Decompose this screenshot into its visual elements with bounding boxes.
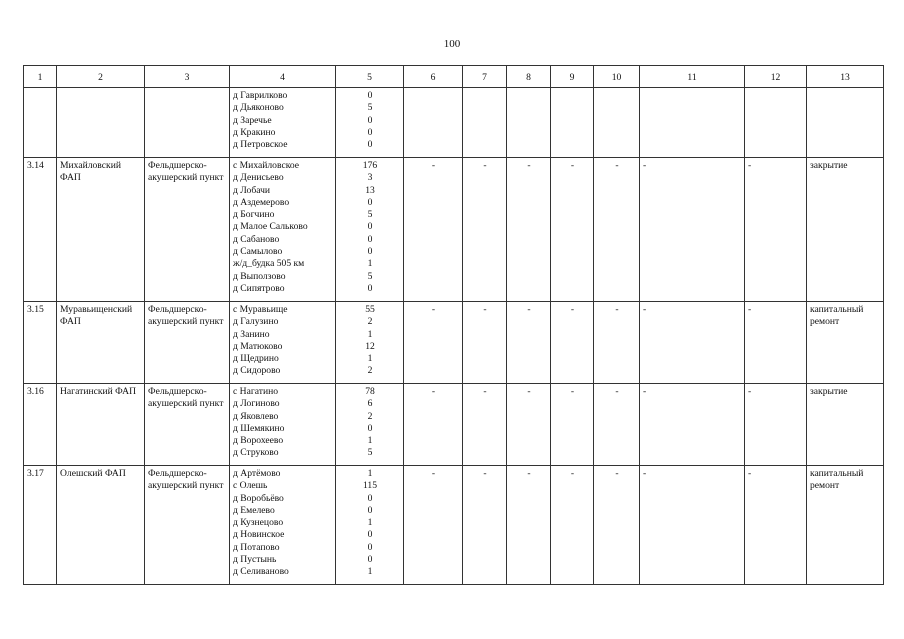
- cell-col-12: -: [745, 384, 807, 466]
- cell-col-6: -: [404, 384, 463, 466]
- row-number: 3.15: [24, 302, 57, 384]
- settlement-line: д Селиваново: [233, 566, 289, 578]
- settlement-line: д Сипятрово: [233, 282, 285, 294]
- cell-col-12: -: [745, 302, 807, 384]
- row-number: 3.14: [24, 158, 57, 302]
- cell-col-9: -: [551, 158, 594, 302]
- cell-col-6: [404, 88, 463, 158]
- population-line: 5: [367, 270, 373, 282]
- cell-col-8: -: [507, 302, 551, 384]
- cell-col-6: -: [404, 158, 463, 302]
- population-line: 5: [367, 447, 373, 459]
- header-row: [24, 66, 884, 88]
- facility-type: Фельдшерско-акушерский пункт: [145, 302, 230, 384]
- cell-col-7: -: [463, 466, 507, 585]
- settlement-line: д Пустынь: [233, 554, 277, 566]
- population: [336, 384, 404, 466]
- population-line: 2: [367, 316, 373, 328]
- population-line: 0: [367, 114, 373, 126]
- cell-col-12: -: [745, 158, 807, 302]
- settlement-line: с Нагатино: [233, 386, 279, 397]
- settlement-line: д Занино: [233, 328, 270, 340]
- population-line: 0: [367, 529, 373, 541]
- planned-action: закрытие: [807, 384, 884, 466]
- population-line: 5: [367, 209, 373, 221]
- population-line: 0: [367, 126, 373, 138]
- header-cell: 3: [145, 66, 230, 88]
- header-cell: 1: [24, 66, 57, 88]
- cell-col-8: [507, 88, 551, 158]
- population-line: 6: [367, 398, 373, 410]
- population: [336, 302, 404, 384]
- population-line: 0: [367, 554, 373, 566]
- population-line: 12: [365, 340, 375, 352]
- population-line: 0: [367, 233, 373, 245]
- facility-type: Фельдшерско-акушерский пункт: [145, 466, 230, 585]
- facility-name: [57, 88, 145, 158]
- cell-col-6: -: [404, 466, 463, 585]
- cell-col-11: -: [640, 302, 745, 384]
- population-line: 1: [367, 328, 373, 340]
- planned-action: закрытие: [807, 158, 884, 302]
- settlement-line: д Лобачи: [233, 184, 271, 196]
- settlement-line: с Михайловское: [233, 160, 300, 171]
- settlement-line: д Аздемерово: [233, 196, 290, 208]
- population-line: 0: [367, 139, 373, 151]
- population: [336, 466, 404, 585]
- settlement-line: д Струково: [233, 447, 279, 459]
- header-cell: 11: [640, 66, 745, 88]
- settlement-line: д Логиново: [233, 398, 280, 410]
- population-line: 0: [367, 541, 373, 553]
- settlement: [230, 88, 336, 158]
- settlement-line: д Малое Сальково: [233, 221, 308, 233]
- settlement-line: д Заречье: [233, 114, 272, 126]
- settlement-line: д Щедрино: [233, 353, 279, 365]
- population: [336, 158, 404, 302]
- settlement-line: д Яковлево: [233, 410, 279, 422]
- settlement-line: д Петровское: [233, 139, 288, 151]
- cell-col-7: -: [463, 302, 507, 384]
- header-cell: 7: [463, 66, 507, 88]
- population-line: 0: [367, 492, 373, 504]
- cell-col-8: -: [507, 158, 551, 302]
- cell-col-9: -: [551, 466, 594, 585]
- cell-col-11: -: [640, 384, 745, 466]
- settlement-line: д Выползово: [233, 270, 286, 282]
- cell-col-7: [463, 88, 507, 158]
- population-line: 5: [367, 102, 373, 114]
- settlement-line: ж/д_будка 505 км: [233, 258, 305, 270]
- population-line: 0: [367, 246, 373, 258]
- facility-name: Михайловский ФАП: [57, 158, 145, 302]
- settlement-line: д Самылово: [233, 246, 283, 258]
- population-line: 1: [367, 468, 373, 479]
- planned-action: капитальный ремонт: [807, 302, 884, 384]
- settlement-line: д Шемякино: [233, 422, 285, 434]
- cell-col-8: -: [507, 384, 551, 466]
- population-line: 13: [365, 184, 375, 196]
- header-cell: 10: [594, 66, 640, 88]
- cell-col-10: -: [594, 302, 640, 384]
- row-number: [24, 88, 57, 158]
- settlement-line: д Новинское: [233, 529, 285, 541]
- settlement-line: д Сидорово: [233, 365, 281, 377]
- settlement-line: д Сабаново: [233, 233, 280, 245]
- table-row: [24, 384, 884, 466]
- settlement: [230, 466, 336, 585]
- population-line: 115: [362, 480, 378, 492]
- population-line: 55: [365, 304, 375, 315]
- cell-col-10: -: [594, 158, 640, 302]
- population-line: 1: [367, 258, 373, 270]
- settlement-line: д Кракино: [233, 126, 276, 138]
- header-cell: 12: [745, 66, 807, 88]
- population-line: 1: [367, 353, 373, 365]
- planned-action: [807, 88, 884, 158]
- header-cell: 2: [57, 66, 145, 88]
- population-line: 1: [367, 566, 373, 578]
- cell-col-7: -: [463, 158, 507, 302]
- settlement-line: д Емелево: [233, 504, 275, 516]
- header-cell: 5: [336, 66, 404, 88]
- cell-col-10: [594, 88, 640, 158]
- settlement: [230, 158, 336, 302]
- header-cell: 9: [551, 66, 594, 88]
- settlement-line: д Галузино: [233, 316, 279, 328]
- header-cell: 8: [507, 66, 551, 88]
- population-line: 0: [367, 422, 373, 434]
- population-line: 1: [367, 517, 373, 529]
- population-line: 0: [367, 504, 373, 516]
- cell-col-12: -: [745, 466, 807, 585]
- population-line: 3: [367, 172, 373, 184]
- population-line: 0: [367, 90, 373, 101]
- facility-type: Фельдшерско-акушерский пункт: [145, 384, 230, 466]
- settlement-line: д Богчино: [233, 209, 275, 221]
- settlement: [230, 384, 336, 466]
- table-row: [24, 302, 884, 384]
- settlement-line: д Матюково: [233, 340, 283, 352]
- facility-name: Нагатинский ФАП: [57, 384, 145, 466]
- table-row: [24, 88, 884, 158]
- facility-type: [145, 88, 230, 158]
- page-number: 100: [443, 38, 461, 50]
- facility-name: Олешский ФАП: [57, 466, 145, 585]
- cell-col-11: -: [640, 158, 745, 302]
- cell-col-6: -: [404, 302, 463, 384]
- settlement-line: д Дьяконово: [233, 102, 284, 114]
- settlement-line: д Кузнецово: [233, 517, 284, 529]
- header-cell: 4: [230, 66, 336, 88]
- settlement-line: с Олешь: [233, 480, 268, 492]
- settlement-line: с Муравьище: [233, 304, 288, 315]
- header-cell: 6: [404, 66, 463, 88]
- population-line: 176: [362, 160, 378, 171]
- population: [336, 88, 404, 158]
- population-line: 0: [367, 196, 373, 208]
- settlement-line: д Денисьево: [233, 172, 284, 184]
- population-line: 0: [367, 221, 373, 233]
- cell-col-10: -: [594, 466, 640, 585]
- population-line: 1: [367, 435, 373, 447]
- population-line: 2: [367, 410, 373, 422]
- facility-type: Фельдшерско-акушерский пункт: [145, 158, 230, 302]
- population-line: 0: [367, 282, 373, 294]
- population-line: 2: [367, 365, 373, 377]
- cell-col-7: -: [463, 384, 507, 466]
- population-line: 78: [365, 386, 375, 397]
- cell-col-9: -: [551, 302, 594, 384]
- cell-col-10: -: [594, 384, 640, 466]
- row-number: 3.17: [24, 466, 57, 585]
- facility-table: [23, 65, 884, 585]
- header-cell: 13: [807, 66, 884, 88]
- row-number: 3.16: [24, 384, 57, 466]
- cell-col-9: [551, 88, 594, 158]
- cell-col-9: -: [551, 384, 594, 466]
- facility-name: Муравьищенский ФАП: [57, 302, 145, 384]
- table-body: [24, 88, 884, 585]
- cell-col-12: [745, 88, 807, 158]
- settlement-line: д Воробьёво: [233, 492, 284, 504]
- cell-col-11: -: [640, 466, 745, 585]
- settlement-line: д Артёмово: [233, 468, 281, 479]
- settlement-line: д Ворохеево: [233, 435, 284, 447]
- cell-col-11: [640, 88, 745, 158]
- planned-action: капитальный ремонт: [807, 466, 884, 585]
- settlement-line: д Потапово: [233, 541, 280, 553]
- table-row: [24, 466, 884, 585]
- cell-col-8: -: [507, 466, 551, 585]
- settlement-line: д Гаврилково: [233, 90, 288, 101]
- table-row: [24, 158, 884, 302]
- settlement: [230, 302, 336, 384]
